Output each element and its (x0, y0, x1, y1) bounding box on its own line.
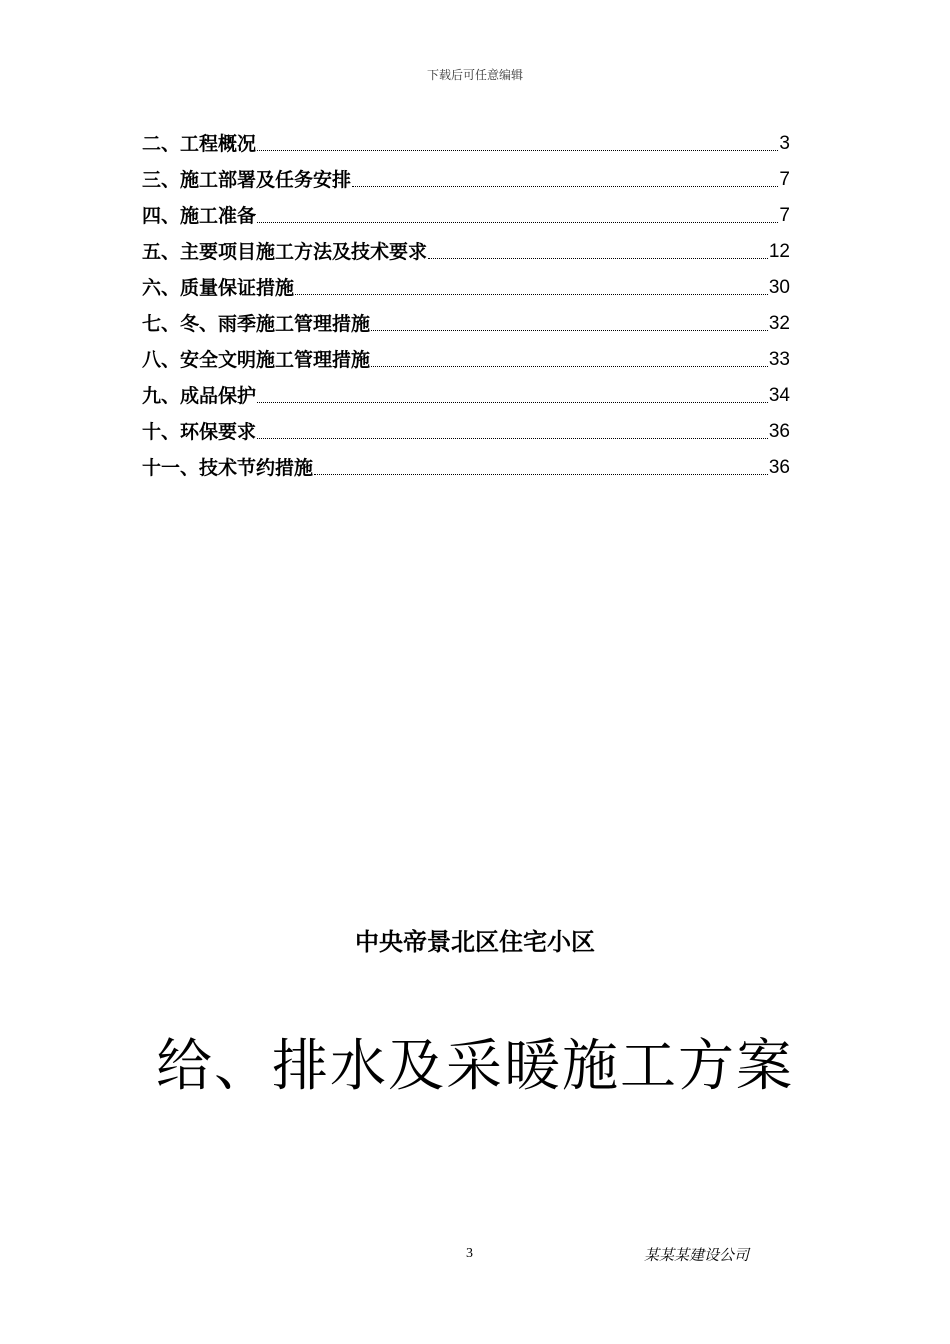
table-of-contents (142, 120, 790, 480)
toc-entry-title: 十一、技术节约措施 (142, 457, 314, 479)
toc-entry-page: 32 (768, 313, 790, 334)
toc-entry[interactable] (142, 192, 790, 228)
project-name: 中央帝景北区住宅小区 (355, 928, 595, 956)
toc-entry[interactable] (142, 120, 790, 156)
toc-entry-title: 五、主要项目施工方法及技术要求 (142, 241, 428, 263)
toc-entry-title: 四、施工准备 (142, 205, 257, 227)
toc-leader (352, 185, 778, 187)
toc-entry[interactable] (142, 336, 790, 372)
toc-leader (257, 149, 778, 151)
toc-entry-title: 九、成品保护 (142, 385, 257, 407)
toc-entry[interactable] (142, 264, 790, 300)
toc-leader (428, 257, 768, 259)
toc-entry-page: 12 (768, 241, 790, 262)
footer-company: 某某某建设公司 (644, 1246, 750, 1264)
toc-entry-page: 7 (779, 205, 790, 226)
toc-entry-page: 3 (779, 133, 790, 154)
toc-entry-title: 三、施工部署及任务安排 (142, 169, 352, 191)
toc-entry-page: 36 (768, 421, 790, 442)
toc-entry[interactable] (142, 156, 790, 192)
toc-leader (257, 437, 768, 439)
toc-entry-page: 36 (768, 457, 790, 478)
toc-leader (295, 293, 768, 295)
toc-leader (314, 473, 768, 475)
toc-entry[interactable] (142, 300, 790, 336)
toc-leader (371, 329, 768, 331)
toc-leader (371, 365, 768, 367)
toc-entry[interactable] (142, 372, 790, 408)
toc-entry-page: 30 (768, 277, 790, 298)
toc-entry-title: 七、冬、雨季施工管理措施 (142, 313, 371, 335)
toc-entry-title: 十、环保要求 (142, 421, 257, 443)
toc-leader (257, 401, 768, 403)
toc-entry-page: 34 (768, 385, 790, 406)
toc-entry-page: 7 (779, 169, 790, 190)
toc-entry-page: 33 (768, 349, 790, 370)
toc-entry[interactable] (142, 444, 790, 480)
document-title: 给、排水及采暖施工方案 (156, 1034, 794, 1099)
toc-leader (257, 221, 778, 223)
toc-entry-title: 二、工程概况 (142, 133, 257, 155)
footer-page-number: 3 (466, 1246, 473, 1261)
toc-entry-title: 八、安全文明施工管理措施 (142, 349, 371, 371)
toc-entry-title: 六、质量保证措施 (142, 277, 295, 299)
toc-entry[interactable] (142, 228, 790, 264)
toc-entry[interactable] (142, 408, 790, 444)
header-note: 下载后可任意编辑 (426, 68, 523, 82)
